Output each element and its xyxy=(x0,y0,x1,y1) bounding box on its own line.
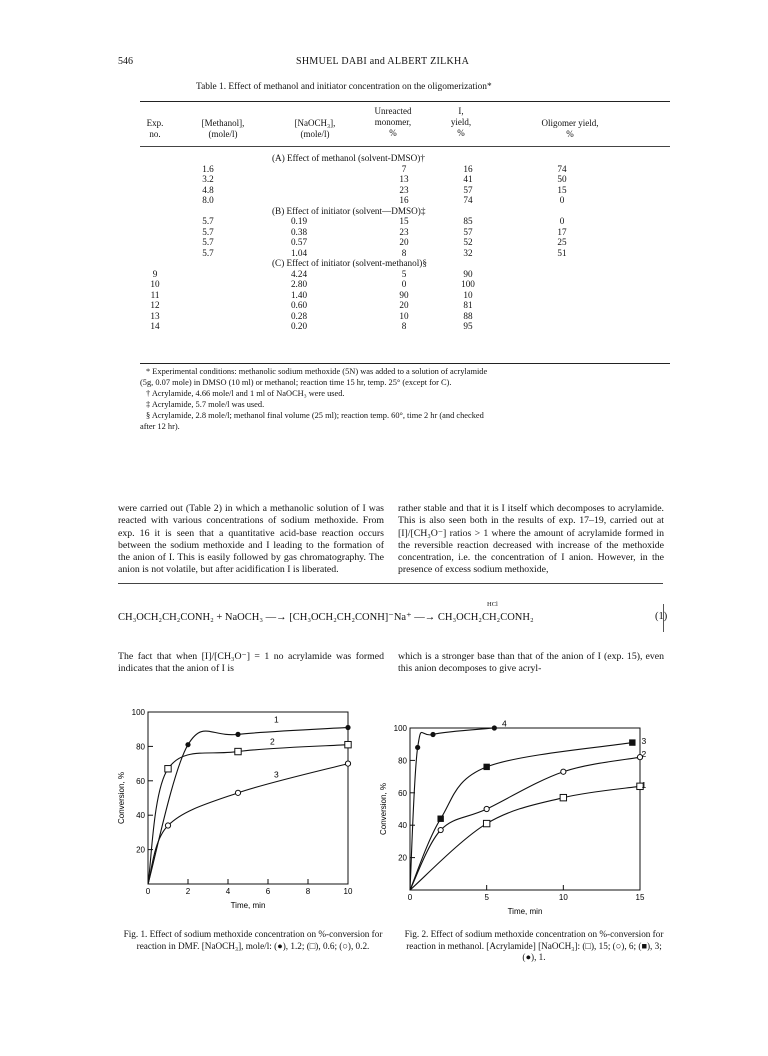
table-cell-naoch3: 0.57 xyxy=(290,237,308,247)
col-header-yield: I, yield, % xyxy=(450,106,472,138)
table-cell-naoch3: 4.24 xyxy=(290,268,308,279)
table-cell-unreacted: 15 xyxy=(399,216,409,226)
table-cell-unreacted: 23 xyxy=(399,184,409,195)
table-cell-unreacted: 90 xyxy=(399,289,409,300)
table-cell-unreacted: 13 xyxy=(399,174,409,184)
data-point xyxy=(345,761,350,766)
col-header-oligomer: Oligomer yield, % xyxy=(541,118,599,139)
table-bottom-rule xyxy=(140,363,670,364)
data-point xyxy=(560,794,566,800)
table-cell-exp: 11 xyxy=(150,289,160,300)
running-head: SHMUEL DABI and ALBERT ZILKHA xyxy=(296,56,470,67)
x-tick-label: 2 xyxy=(185,887,191,896)
table-cell-yield: 57 xyxy=(463,226,473,237)
equation-reagent: HCl xyxy=(487,601,498,608)
col-header-methanol: [Methanol], (mole/l) xyxy=(201,118,245,139)
series-label: 1 xyxy=(641,779,647,790)
table-cell-naoch3: 0.19 xyxy=(290,216,308,226)
page-number: 546 xyxy=(118,56,133,67)
x-axis-label: Time, min xyxy=(507,907,543,916)
data-point xyxy=(185,742,190,747)
data-point xyxy=(629,739,635,745)
table-cell-yield: 95 xyxy=(463,321,473,331)
table-cell-yield: 81 xyxy=(463,300,473,310)
x-tick-label: 4 xyxy=(225,887,231,896)
y-axis-label: Conversion, % xyxy=(117,771,126,825)
y-tick-label: 20 xyxy=(136,845,145,855)
table-cell-yield: 74 xyxy=(463,195,473,205)
y-axis-label: Conversion, % xyxy=(379,782,388,836)
table-cell-unreacted: 10 xyxy=(399,310,409,321)
table-cell-oligomer: 0 xyxy=(559,195,565,205)
figure-2-caption: Fig. 2. Effect of sodium methoxide concentration on %-conversion for reaction in methanol. [Acrylamide] [NaOCH₃]: (□), 15; (○), 6; (■), 3; (●), 1. xyxy=(404,929,664,962)
x-tick-label: 5 xyxy=(484,893,489,902)
data-point xyxy=(235,790,240,795)
x-tick-label: 10 xyxy=(343,887,353,896)
footnote-line: † Acrylamide, 4.66 mole/l and 1 ml of NaOCH₃ were used. xyxy=(146,389,345,398)
footnote-line: * Experimental conditions: methanolic sodium methoxide (5N) was added to a solution of acrylamide xyxy=(146,367,488,376)
y-tick-label: 40 xyxy=(398,821,407,831)
table-cell-naoch3: 0.38 xyxy=(290,226,308,237)
table-cell-unreacted: 23 xyxy=(399,226,409,237)
plot-frame xyxy=(148,712,348,884)
x-tick-label: 6 xyxy=(265,887,271,896)
y-tick-label: 60 xyxy=(398,788,407,798)
series-line xyxy=(148,764,348,884)
series-line xyxy=(148,745,348,884)
footnote-line: § Acrylamide, 2.8 mole/l; methanol final volume (25 ml); reaction temp. 60°, time 2 hr (and checked xyxy=(146,411,484,420)
table-section-title: (A) Effect of methanol (solvent-DMSO)† xyxy=(272,153,425,163)
data-point xyxy=(561,769,566,774)
footnote-line: ‡ Acrylamide, 5.7 mole/l was used. xyxy=(146,400,265,409)
data-point xyxy=(483,764,489,770)
table-cell-oligomer: 25 xyxy=(557,237,567,247)
table-cell-methanol: 4.8 xyxy=(202,184,214,195)
plot-frame xyxy=(410,728,640,890)
footnote-line: (5g, 0.07 mole) in DMSO (10 ml) or methanol; reaction time 15 hr, temp. 25° (except for C). xyxy=(140,378,452,387)
series-label: 1 xyxy=(274,714,279,725)
y-tick-label: 60 xyxy=(136,776,145,786)
y-tick-label: 100 xyxy=(131,708,145,717)
data-point xyxy=(430,732,435,737)
data-point xyxy=(483,820,489,826)
table-cell-yield: 88 xyxy=(463,310,473,321)
y-tick-label: 100 xyxy=(393,724,407,733)
x-tick-label: 10 xyxy=(558,893,568,902)
table-cell-yield: 10 xyxy=(463,289,473,300)
col-header-exp: Exp. no. xyxy=(146,118,164,139)
data-point xyxy=(345,725,350,730)
table-cell-yield: 32 xyxy=(463,247,473,258)
table-cell-naoch3: 1.04 xyxy=(290,247,308,258)
y-tick-label: 80 xyxy=(136,742,145,752)
x-tick-label: 8 xyxy=(305,887,311,896)
x-tick-label: 0 xyxy=(145,887,151,896)
table-header-rule xyxy=(140,146,670,147)
table-cell-methanol: 5.7 xyxy=(202,237,214,247)
table-cell-yield: 100 xyxy=(461,279,475,289)
body-text-right-2: which is a stronger base than that of the anion of I (exp. 15), even this anion decomposes to give acryl- xyxy=(398,651,664,675)
table-cell-naoch3: 0.60 xyxy=(290,300,308,310)
table-caption: Table 1. Effect of methanol and initiator concentration on the oligomerization* xyxy=(196,82,492,92)
body-text-right-1: rather stable and that it is I itself which decomposes to acrylamide. This is also seen both in the results of exp. 17–19, carried out at [I]/[CH₃O⁻] ratios > 1 where the amount of acrylamide formed in the reversible reaction decreased with increase of the methoxide concentration, i.e. the concentration of I anion. However, in the presence of excess sodium methoxide, xyxy=(398,503,664,576)
series-label: 3 xyxy=(274,769,279,780)
table-cell-yield: 41 xyxy=(463,174,473,184)
equation-top-rule xyxy=(118,583,663,584)
table-cell-oligomer: 0 xyxy=(559,216,565,226)
table-top-rule xyxy=(140,101,670,102)
figure-1-caption: Fig. 1. Effect of sodium methoxide concentration on %-conversion for reaction in DMF. [NaOCH₃], mole/l: (●), 1.2; (□), 0.6; (○), 0.2. xyxy=(123,929,383,951)
data-point xyxy=(165,766,171,772)
table-cell-naoch3: 2.80 xyxy=(290,279,308,289)
table-cell-unreacted: 16 xyxy=(399,195,409,205)
table-cell-yield: 90 xyxy=(463,268,473,279)
body-text-left-1: were carried out (Table 2) in which a methanolic solution of I was reacted with various concentrations of sodium methoxide. From exp. 16 it is seen that a quantitative acid-base reaction occurs between the sodium methoxide and I leading to the formation of the anion of I. This is easily followed by gas chromatography. The anion is not volatile, but after acidification I is liberated. xyxy=(118,503,384,576)
table-cell-exp: 13 xyxy=(150,310,160,321)
table-cell-methanol: 5.7 xyxy=(202,216,214,226)
col-header-unreacted: Unreacted monomer, % xyxy=(374,106,412,138)
table-cell-methanol: 1.6 xyxy=(202,163,214,174)
table-cell-unreacted: 20 xyxy=(399,237,409,247)
y-tick-label: 40 xyxy=(136,811,145,821)
table-section-title: (B) Effect of initiator (solvent—DMSO)‡ xyxy=(272,205,426,216)
table-cell-methanol: 5.7 xyxy=(202,226,214,237)
table-cell-naoch3: 0.20 xyxy=(290,321,308,331)
x-axis-label: Time, min xyxy=(230,901,266,910)
series-label: 4 xyxy=(502,718,507,729)
table-cell-exp: 10 xyxy=(150,279,160,289)
table-cell-methanol: 5.7 xyxy=(202,247,214,258)
data-point xyxy=(235,748,241,754)
x-tick-label: 15 xyxy=(635,893,645,902)
table-cell-unreacted: 0 xyxy=(401,279,407,289)
footnote-line: after 12 hr). xyxy=(140,422,180,431)
figure-2-chart xyxy=(378,720,668,920)
series-line xyxy=(410,786,640,890)
series-label: 2 xyxy=(641,749,647,760)
table-cell-unreacted: 20 xyxy=(399,300,409,310)
table-cell-naoch3: 0.28 xyxy=(290,310,308,321)
y-tick-label: 80 xyxy=(398,756,407,766)
x-tick-label: 0 xyxy=(407,893,413,902)
data-point xyxy=(415,745,420,750)
data-point xyxy=(235,732,240,737)
table-cell-unreacted: 8 xyxy=(401,321,407,331)
table-cell-exp: 9 xyxy=(152,268,158,279)
table-cell-oligomer: 50 xyxy=(557,174,567,184)
series-label: 2 xyxy=(270,736,275,747)
table-cell-oligomer: 74 xyxy=(557,163,567,174)
data-point xyxy=(345,741,351,747)
data-point xyxy=(484,806,489,811)
table-cell-oligomer: 51 xyxy=(557,247,567,258)
table-cell-exp: 14 xyxy=(150,321,160,331)
table-cell-yield: 85 xyxy=(463,216,473,226)
body-text-left-2: The fact that when [I]/[CH₃O⁻] = 1 no acrylamide was formed indicates that the anion of I is xyxy=(118,651,384,675)
figure-1-chart xyxy=(118,700,358,920)
data-point xyxy=(438,827,443,832)
table-cell-methanol: 3.2 xyxy=(202,174,214,184)
table-cell-naoch3: 1.40 xyxy=(290,289,308,300)
data-point xyxy=(437,816,443,822)
table-cell-unreacted: 5 xyxy=(401,268,407,279)
equation-number: (1) xyxy=(655,611,668,622)
table-cell-unreacted: 8 xyxy=(401,247,407,258)
y-tick-label: 20 xyxy=(398,853,407,863)
table-cell-exp: 12 xyxy=(150,300,160,310)
table-cell-oligomer: 17 xyxy=(557,226,567,237)
series-label: 3 xyxy=(641,736,647,747)
data-point xyxy=(492,725,497,730)
table-cell-yield: 57 xyxy=(463,184,473,195)
table-cell-unreacted: 7 xyxy=(401,163,407,174)
data-point xyxy=(165,823,170,828)
series-line xyxy=(410,757,640,890)
equation: CH₃OCH₂CH₂CONH₂ + NaOCH₃ —→ [CH₃OCH₂CH₂CONH]⁻Na⁺ —→ CH₃OCH₂CH₂CONH₂ xyxy=(118,612,534,623)
table-cell-yield: 52 xyxy=(463,237,473,247)
table-cell-oligomer: 15 xyxy=(557,184,567,195)
table-section-title: (C) Effect of initiator (solvent-methanol)§ xyxy=(272,258,427,268)
table-cell-methanol: 8.0 xyxy=(202,195,214,205)
col-header-naoch3: [NaOCH₃], (mole/l) xyxy=(294,118,336,139)
table-cell-yield: 16 xyxy=(463,163,473,174)
series-line xyxy=(410,728,494,890)
